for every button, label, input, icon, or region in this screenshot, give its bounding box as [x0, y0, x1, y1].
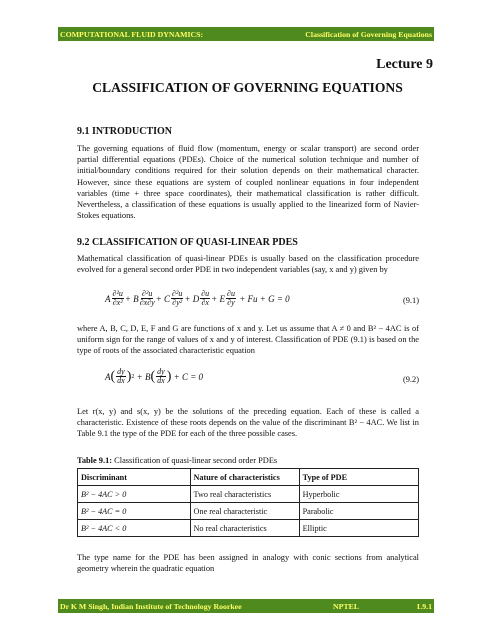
table-header-row [78, 469, 419, 486]
table-cell-nature: Two real characteristics [190, 486, 299, 503]
page-title: CLASSIFICATION OF GOVERNING EQUATIONS [92, 80, 403, 95]
page-header-band [58, 27, 434, 41]
section-heading-quasi-linear: 9.2 CLASSIFICATION OF QUASI-LINEAR PDES [77, 237, 298, 248]
table-cell-type: Parabolic [299, 503, 418, 520]
table-row [78, 503, 419, 520]
table-caption [77, 456, 277, 465]
equation-number-9-2: (9.2) [402, 375, 419, 384]
header-topic: Classification of Governing Equations [305, 29, 432, 39]
table-cell-nature: No real characteristics [190, 520, 299, 537]
page-footer-band [58, 599, 434, 613]
closing-paragraph: The type name for the PDE has been assigned in analogy with conic sections from analytical geometry wherein the quadratic equation [77, 553, 419, 574]
footer-org: NPTEL [333, 601, 360, 611]
classification-table [77, 468, 419, 537]
table-cell-discriminant: B² − 4AC > 0 [78, 486, 191, 503]
table-cell-discriminant: B² − 4AC < 0 [78, 520, 191, 537]
section-heading-introduction: 9.1 INTRODUCTION [77, 126, 173, 137]
classification-paragraph: Mathematical classification of quasi-linear PDEs is usually based on the classification procedure evolved for a general second order PDE in two independent variables (say, x and y) given by [77, 254, 419, 275]
table-header-nature: Nature of characteristics [190, 469, 299, 486]
table-header-discriminant: Discriminant [78, 469, 191, 486]
header-course: COMPUTATIONAL FLUID DYNAMICS: [60, 29, 204, 39]
table-row [78, 520, 419, 537]
table-header-type: Type of PDE [299, 469, 418, 486]
equation-number-9-1: (9.1) [402, 296, 419, 305]
table-cell-nature: One real characteristic [190, 503, 299, 520]
equation-9-1: A $\frac{\text{∂²u}}{\text{∂x²}}$ + B $\frac{\text{∂²u}}{\partial x\partial y}$ + C $\frac{\text{∂²u}}{\text{∂y²}}$ + D $\frac{\partial u}{\partial x}$ + E $\frac{\partial u}{\partial y}$ + Fu + G = 0 [105, 289, 290, 307]
table-row [78, 486, 419, 503]
table-cell-type: Elliptic [299, 520, 418, 537]
table-cell-discriminant: B² − 4AC = 0 [78, 503, 191, 520]
table-caption-label: Table 9.1: [77, 456, 113, 465]
intro-paragraph: The governing equations of fluid flow (momentum, energy or scalar transport) are second order partial differential equations (PDEs). Choice of the numerical solution technique and number of initial/boundary conditions required for their solution depends on their mathematical character. However, since these equations are system of coupled nonlinear equations in four independent variables (time + three space coordinates), their mathematical classification is rather difficult. Nevertheless, a classification of these equations is usually applied to the linearized form of Navier-Stokes equations. [77, 144, 419, 221]
table-cell-type: Hyperbolic [299, 486, 418, 503]
footer-author: Dr K M Singh, Indian Institute of Technology Roorkee [60, 601, 242, 611]
characteristics-paragraph: Let r(x, y) and s(x, y) be the solutions of the preceding equation. Each of these is called a characteristic. Existence of these roots depends on the value of the discriminant B² − 4AC. We list in Table 9.1 the type of the PDE for each of the three possible cases. [77, 407, 419, 439]
table-caption-text: Classification of quasi-linear second order PDEs [112, 456, 278, 465]
lecture-number: Lecture 9 [376, 57, 433, 72]
equation-9-2: A ( $\frac{dy}{dx}$ ) 2 + B ( $\frac{dy}{dx}$ ) + C = 0 [105, 367, 204, 385]
coefficients-paragraph: where A, B, C, D, E, F and G are functions of x and y. Let us assume that A ≠ 0 and B² − 4AC is of uniform sign for the range of values of x and y of interest. Classification of PDE (9.1) is based on the type of roots of the associated characteristic equation [77, 324, 419, 356]
footer-page-number: L9.1 [417, 601, 432, 611]
